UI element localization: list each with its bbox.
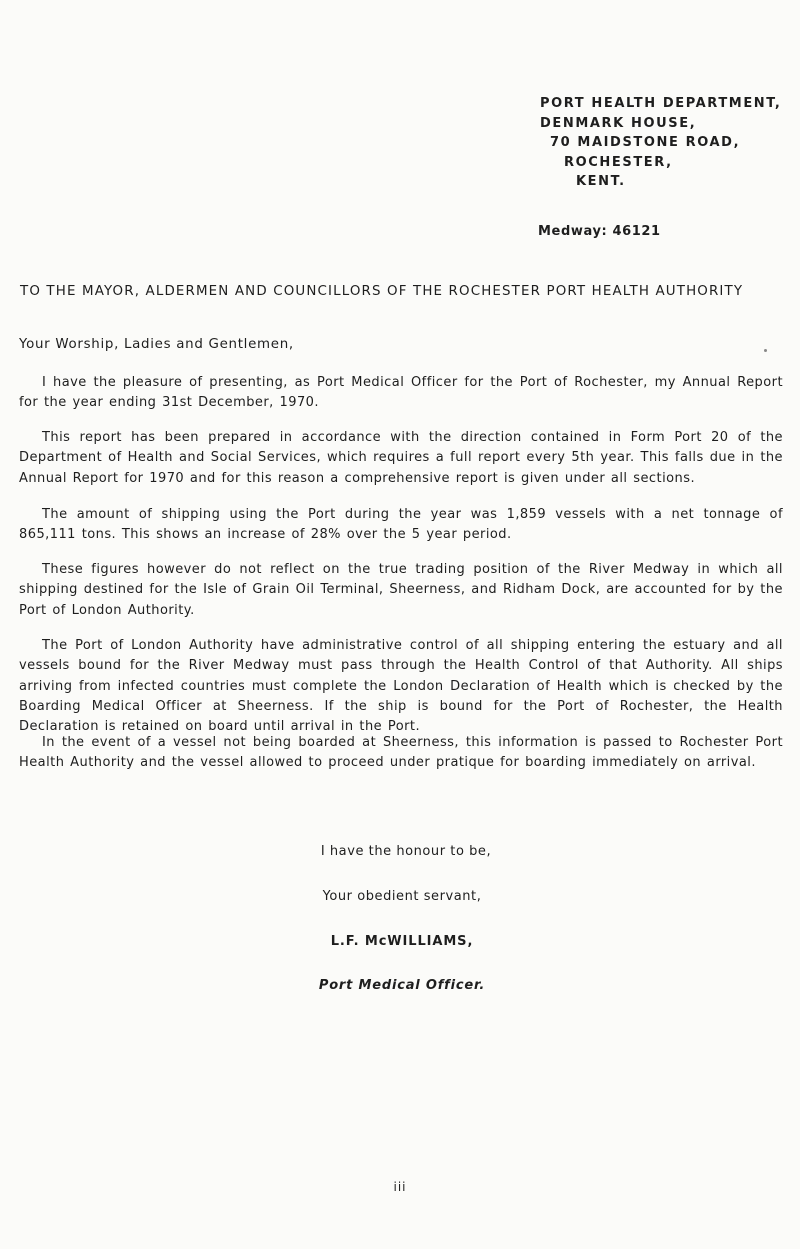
body-paragraph: The Port of London Authority have administrative control of all shipping entering the estuary and all vessels bound for the River Medway must pass through the Health Control of that Authority. All ships arriving from infected countries must complete the London Declaration of Health which is checked by the Boarding Medical Officer at Sheerness. If the ship is bound for the Port of Rochester, the Health Declaration is retained on board until arrival in the Port. (19, 638, 783, 735)
scan-speck (764, 349, 767, 352)
address-line: ROCHESTER, (564, 154, 673, 170)
salutation: Your Worship, Ladies and Gentlemen, (19, 337, 294, 352)
body-paragraph: In the event of a vessel not being boarded at Sheerness, this information is passed to Rochester Port Health Authority and the vessel allowed to proceed under pratique for boarding immediately on arrival. (19, 735, 783, 771)
address-line: 70 MAIDSTONE ROAD, (550, 135, 741, 150)
letterhead-telephone: Medway: 46121 (538, 224, 661, 239)
closing-servant: Your obedient servant, (322, 889, 482, 904)
address-line: KENT. (576, 174, 626, 189)
body-paragraph: I have the pleasure of presenting, as Port Medical Officer for the Port of Rochester, my Annual Report for the year ending 31st December, 1970. (19, 375, 783, 411)
body-paragraph: The amount of shipping using the Port during the year was 1,859 vessels with a net tonnage of 865,111 tons. This shows an increase of 28% over the 5 year period. (19, 507, 783, 543)
closing-honour: I have the honour to be, (320, 844, 492, 859)
signatory-name: L.F. McWILLIAMS, (330, 934, 474, 949)
body-paragraph: This report has been prepared in accordance with the direction contained in Form Port 20 of the Department of Health and Social Services, which requires a full report every 5th year. This falls due in the Annual Report for 1970 and for this reason a comprehensive report is given under all sections. (19, 430, 783, 486)
address-line: PORT HEALTH DEPARTMENT, (540, 96, 782, 111)
letterhead-address (540, 94, 781, 192)
address-line: DENMARK HOUSE, (540, 115, 697, 131)
body-paragraph: These figures however do not reflect on the true trading position of the River Medway in which all shipping destined for the Isle of Grain Oil Terminal, Sheerness, and Ridham Dock, are accounted for by the Port of London Authority. (19, 562, 783, 618)
signatory-title: Port Medical Officer. (318, 978, 486, 993)
page-number: iii (393, 1180, 407, 1194)
addressee-line: TO THE MAYOR, ALDERMEN AND COUNCILLORS OF THE ROCHESTER PORT HEALTH AUTHORITY (20, 284, 744, 299)
